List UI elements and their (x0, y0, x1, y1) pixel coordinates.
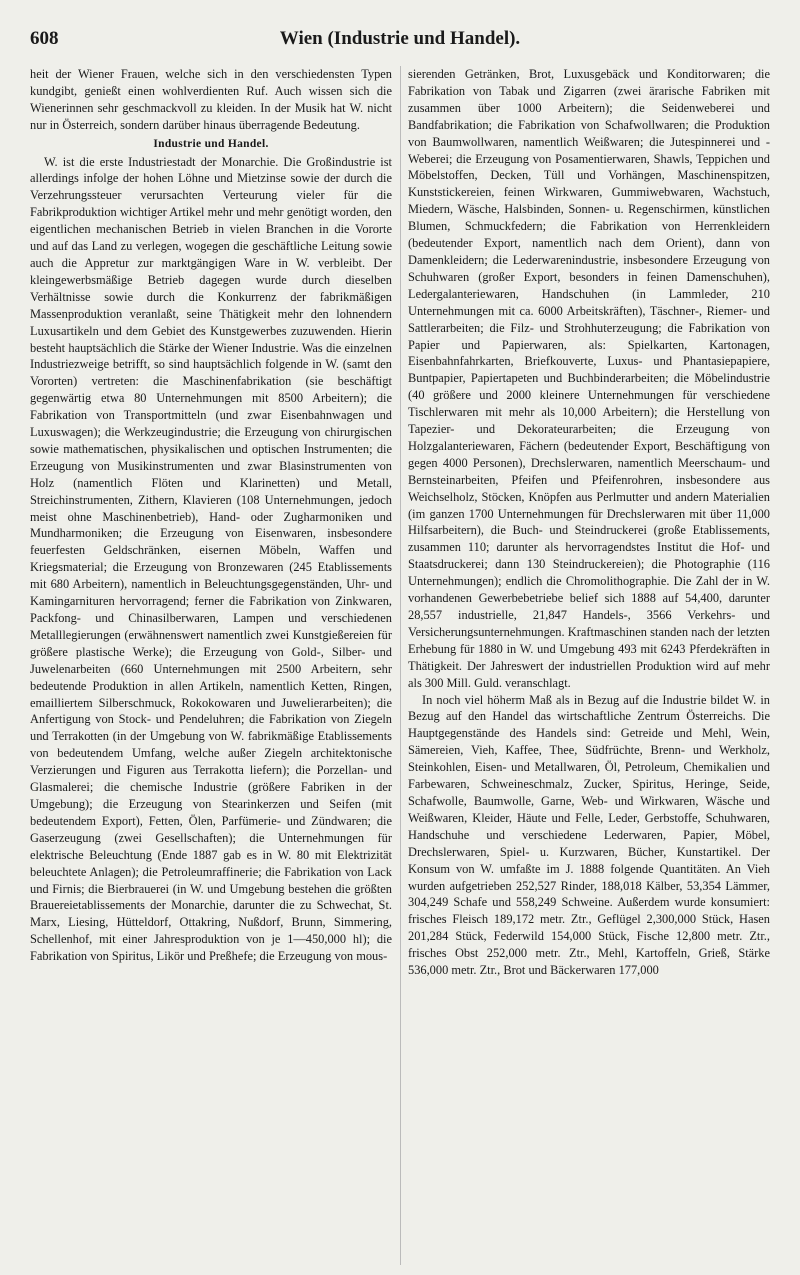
text-columns (30, 66, 770, 1265)
running-head: Wien (Industrie und Handel). (279, 28, 521, 49)
right-column (408, 66, 770, 1265)
intro-paragraph: heit der Wiener Frauen, welche sich in den verschiedensten Typen kundgibt, genießt einen wohlverdienten Ruf. Auch wissen sich die Wienerinnen sehr geschmackvoll zu kleiden. In der Musik hat W. nicht nur in Österreich, sondern darüber hinaus überragende Bedeutung. (30, 67, 392, 132)
page-number: 608 (30, 28, 59, 49)
industry-continued-paragraph: sierenden Getränken, Brot, Luxusgebäck und Konditorwaren; die Fabrikation von Tabak und Zigarren (zwei ärarische Fabriken mit zusammen über 1000 Arbeitern); die Seidenweberei und Bandfabrikation; die Fabrikation von Schafwollwaren; die Produktion von Baumwollwaren, namentlich Weißwaren; die Jutespinnerei und -Weberei; die Erzeugung von Posamentierwaren, Shawls, Teppichen und Möbelstoffen, Decken, Tüll und Vorhängen, Maschinenspitzen, Kunststickereien, feinen Wirkwaren, Gummiwebwaren, Wachstuch, Miedern, Wäsche, Halsbinden, Sonnen- u. Regenschirmen, künstlichen Blumen, Schmuckfedern; die Fabrikation von Herrenkleidern (bedeutender Export, namentlich nach dem Orient), dann von Damenkleidern; die Lederwarenindustrie, insbesondere Erzeugung von Schuhwaren (großer Export, besonders in feinen Damenschuhen), Ledergalanteriewaren, Handschuhen (in Lammleder, 210 Unternehmungen mit ca. 6000 Arbeitskräften), Täschner-, Riemer- und Sattlerarbeiten; die Filz- und Strohhuterzeugung; die Fabrikation von Papier und Papierwaren, als: Spielkarten, Kartonagen, Eisenbahnfahrkarten, Briefkouverte, Luxus- und Phantasiepapiere, Buntpapier, Papiertapeten und Buchbinderarbeiten; die Möbelindustrie (40 größere und 2000 kleinere Unternehmungen für verschiedene Tischlerwaren mit mehr als 10,000 Arbeitern); die Herstellung von Tapezier- und Dekorateurarbeiten; die Erzeugung von Holzgalanteriewaren, Fächern (bedeutender Export, Beschäftigung von gegen 4000 Personen), Drechslerwaren, namentlich Meerschaum- und Bernsteinarbeiten, Pfeifen und Pfeifenrohren, insbesondere aus Weichselholz, Stöcken, Knöpfen aus Perlmutter und andern Materialien (im ganzen 1700 Unternehmungen für Drechslerwaren mit über 11,000 Hilfsarbeitern), die Buch- und Steindruckerei (große Etablissements, zusammen 110; darunter als hervorragendstes Institut die Hof- und Staatsdruckerei; dann 130 Steindruckereien); die Photographie (116 Unternehmungen); endlich die Chromolithographie. Die Zahl der in W. vorhandenen Gewerbebetriebe belief sich 1888 auf 54,400, darunter 28,557 industrielle, 21,847 Handels-, 3566 Verkehrs- und Versicherungsunternehmungen. Kraftmaschinen standen nach der letzten Erhebung für 1880 in W. und Umgebung 493 mit 6243 Pferdekräften in Thätigkeit. Der Jahreswert der industriellen Produktion wird auf mehr als 300 Mill. Guld. veranschlagt. (408, 67, 770, 690)
column-divider (400, 66, 401, 1265)
trade-paragraph: In noch viel höherm Maß als in Bezug auf die Industrie bildet W. in Bezug auf den Handel das wirtschaftliche Zentrum Österreichs. Die Hauptgegenstände des Handels sind: Getreide und Mehl, Wein, Sämereien, Vieh, Kaffee, Thee, Südfrüchte, Brenn- und Werkholz, Steinkohlen, Eisen- und Metallwaren, Öl, Petroleum, Chemikalien und Farbewaren, Schweineschmalz, Zucker, Spiritus, Heringe, Seide, Schafwolle, Baumwolle, Garne, Web- und Wirkwaren, Wäsche und Weißwaren, Kleider, Häute und Felle, Leder, Gerbstoffe, Schuhwaren, Handschuhe und verschiedene Lederwaren, Papier, Möbel, Drechslerwaren, Spiel- u. Kurzwaren, Bücher, Kunstartikel. Der Konsum von W. umfaßte im J. 1888 folgende Quantitäten. An Vieh wurden aufgetrieben 252,527 Rinder, 188,018 Kälber, 53,354 Lämmer, 304,249 Schafe und 558,249 Schweine. Außerdem wurde konsumiert: frisches Fleisch 189,172 metr. Ztr., Geflügel 2,300,000 Stück, Hasen 201,284 Stück, Federwild 154,000 Stück, Fische 12,800 metr. Ztr., frisches Obst 252,000 metr. Ztr., Mehl, Kartoffeln, Grieß, Stärke 536,000 metr. Ztr., Brot und Bäckerwaren 177,000 (408, 692, 770, 978)
section-heading: Industrie und Handel. (153, 137, 269, 150)
industry-paragraph: W. ist die erste Industriestadt der Monarchie. Die Großindustrie ist allerdings infolge der hohen Löhne und Mietzinse sowie der durch die Verzehrungssteuer verursachten Verteurung vieler für die Fabrikproduktion wichtiger Artikel mehr und mehr genötigt worden, den eigentlichen mechanischen Betrieb in vielen Branchen in die Vororte und auf das Land zu verlegen, wogegen die geschäftliche Leitung sowie auch die Appretur zur marktgängigen Ware in W. verbleibt. Der kleingewerbsmäßige Betrieb dagegen wurde durch dieselben Verhältnisse sowie durch die Konkurrenz der fabrikmäßigen Massenproduktion veranlaßt, seine Thätigkeit mehr den lohnendern Luxusartikeln und dem Gebiet des Kunstgewerbes zuzuwenden. Hierin besteht hauptsächlich die Stärke der Wiener Industrie. Was die einzelnen Industriezweige betrifft, so sind hauptsächlich folgende in W. (samt den Vororten) vertreten: die Maschinenfabrikation (sie beschäftigt gegenwärtig etwa 80 Unternehmungen mit 8500 Arbeitern); die Fabrikation von Transportmitteln (und zwar Eisenbahnwagen und Luxuswagen); die Werkzeugindustrie; die Erzeugung von chirurgischen sowie mathematischen, physikalischen und optischen Instrumenten; die Erzeugung von Musikinstrumenten und zwar Blasinstrumenten von Holz (namentlich Flöten und Klarinetten) und Metall, Streichinstrumenten, Zithern, Klavieren (108 Unternehmungen, jedoch meist ohne Maschinenbetrieb), Hand- oder Zugharmoniken und Mundharmoniken; die Erzeugung von Eisenwaren, insbesondere feuerfesten Geldschränken, eisernen Möbeln, Waffen und Kriegsmaterial; die Erzeugung von Bronzewaren (245 Etablissements mit 680 Arbeitern), namentlich in Beleuchtungsgegenständen, Uhr- und Kamingarnituren hervorragend; ferner die Fabrikation von Zinkwaren, Packfong- und Chinasilberwaren, Lampen und verschiedenen Metalllegierungen (erwähnenswert namentlich zwei Kunstgießereien für größere plastische Werke); die Erzeugung von Gold-, Silber- und Juwelenarbeiten (660 Unternehmungen mit 2500 Arbeitern, sehr bedeutende Produktion in allen Artikeln, namentlich Ketten, Ringen, emailliertem Silberschmuck, Rokokowaren und Juwelierarbeiten); die Anfertigung von Stock- und Pendeluhren; die Fabrikation von Ziegeln und Terrakotten (in der Umgebung von W. fabrikmäßige Etablissements von bedeutendem Umfang, welche außer Ziegeln architektonische Verzierungen und Figuren aus Terrakotta liefern); die Porzellan- und Glasmalerei; die chemische Industrie (größere Fabriken in der Umgebung); die Erzeugung von Stearinkerzen und Seifen (mit bedeutendem Export), Fetten, Ölen, Parfümerie- und Zündwaren; die Gaserzeugung (zwei Gesellschaften); die Unternehmungen für elektrische Beleuchtung (Ende 1887 gab es in W. 80 mit Elektrizität beleuchtete Anlagen); die Petroleumraffinerie; die Fabrikation von Lack und Firnis; die Bierbrauerei (in W. und Umgebung bestehen die größten Brauereietablissements der Monarchie, darunter die zu Schwechat, St. Marx, Liesing, Hütteldorf, Ottakring, Nußdorf, Brunn, Simmering, Schellenhof, mit einer Jahresproduktion von je 1—450,000 hl); die Fabrikation von Spiritus, Likör und Preßhefe; die Erzeugung von mous- (30, 154, 392, 964)
left-column (30, 66, 392, 1265)
page-header (30, 26, 770, 56)
